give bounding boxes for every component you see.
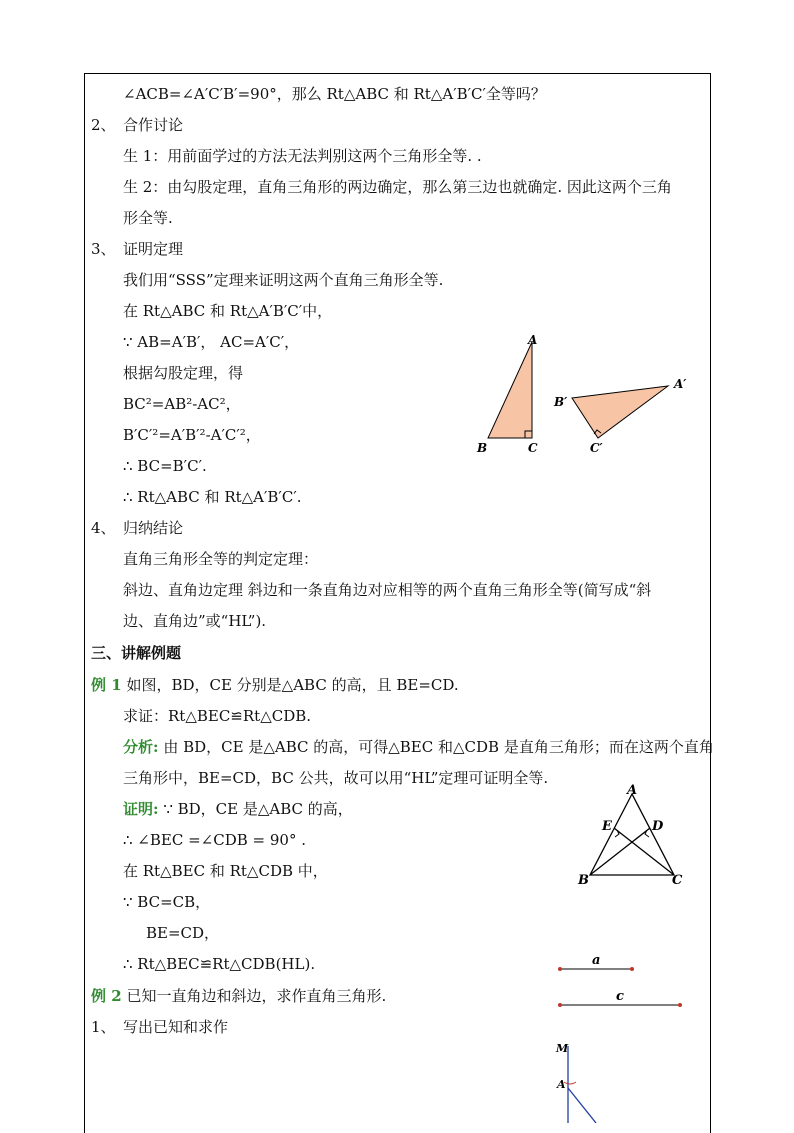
example-1: 例 1 如图，BD，CE 分别是△ABC 的高，且 BE=CD. [91,676,459,694]
segment-a [550,950,650,980]
triangle-outline [590,794,674,875]
section-heading: 1、 写出已知和求作 [91,1018,229,1036]
section-heading: 3、 证明定理 [91,240,184,258]
text-line: ∵ BC=CB， [123,893,211,911]
section-heading-examples: 三、讲解例题 [91,644,182,662]
section-heading: 4、 归纳结论 [91,519,184,537]
label-b: B [477,441,488,455]
text-line: 边、直角边”或“HL”). [123,612,267,630]
text-line: 求证：Rt△BEC≌Rt△CDB. [123,707,312,725]
label-a-prime: A′ [674,377,687,391]
label-c: C [672,873,683,888]
triangle-abc [488,342,532,438]
triangle-a2b2c2 [572,386,668,438]
label-a: A [557,1078,566,1091]
text-line: ∴ ∠BEC =∠CDB = 90° . [123,831,306,849]
text-line: 根据勾股定理，得 [123,364,244,382]
example-label: 例 1 [91,676,122,694]
segment-c [550,985,695,1015]
text-line: 我们用“SSS”定理来证明这两个直角三角形全等. [123,271,444,289]
label-c: c [616,989,624,1004]
text-line: 三角形中，BE=CD，BC 公共，故可以用“HL”定理可证明全等. [123,769,549,787]
text-line: ∴ BC=B′C′. [123,457,207,475]
text-line: 在 Rt△ABC 和 Rt△A′B′C′中， [123,302,333,320]
text-line: 斜边、直角边定理 斜边和一条直角边对应相等的两个直角三角形全等(简写成“斜 [123,581,652,599]
label-b-prime: B′ [554,395,568,409]
text-line: 在 Rt△BEC 和 Rt△CDB 中， [123,862,328,880]
endpoint [678,1003,682,1007]
endpoint [630,967,634,971]
endpoint [558,967,562,971]
altitudes-figure [570,780,690,890]
text-line: ∵ AB=A′B′， AC=A′C′， [123,333,300,351]
text-line: 生 1：用前面学过的方法无法判别这两个三角形全等. . [123,147,482,165]
altitude-ce [614,828,674,875]
altitude-bd [590,828,650,875]
construction-figure [548,1038,608,1123]
analysis-line: 分析: 由 BD，CE 是△ABC 的高，可得△BEC 和△CDB 是直角三角形；而在这两个直角 [123,738,714,756]
label-a: A [528,333,538,347]
example-label: 例 2 [91,987,122,1005]
label-a: a [592,953,601,968]
text-line: 生 2：由勾股定理，直角三角形的两边确定，那么第三边也就确定. 因此这两个三角 [123,178,672,196]
endpoint [558,1003,562,1007]
text-line: ∴ Rt△BEC≌Rt△CDB(HL). [123,955,316,973]
triangles-figure [470,330,700,460]
label-b: B [578,873,589,888]
text-line: BC²=AB²-AC²， [123,395,241,413]
proof-line: 证明: ∵ BD，CE 是△ABC 的高， [123,800,353,818]
text-line: ∴ Rt△ABC 和 Rt△A′B′C′. [123,488,302,506]
label-m: M [556,1042,569,1055]
section-heading: 2、 合作讨论 [91,116,184,134]
label-c: C [528,441,538,455]
example-2: 例 2 已知一直角边和斜边，求作直角三角形. [91,987,387,1005]
arc-mark [564,1082,576,1084]
label-d: D [652,819,664,834]
text-line: BE=CD， [146,924,220,942]
text-line: 形全等. [123,209,173,227]
hypotenuse-line [568,1088,596,1123]
text-line: 直角三角形全等的判定定理： [123,550,319,568]
label-c-prime: C′ [590,441,603,455]
text-line: B′C′²=A′B′²-A′C′²， [123,426,261,444]
text-line: ∠ACB=∠A′C′B′=90°，那么 Rt△ABC 和 Rt△A′B′C′全等吗？ [123,85,546,103]
label-a: A [627,783,638,798]
label-e: E [602,819,612,834]
